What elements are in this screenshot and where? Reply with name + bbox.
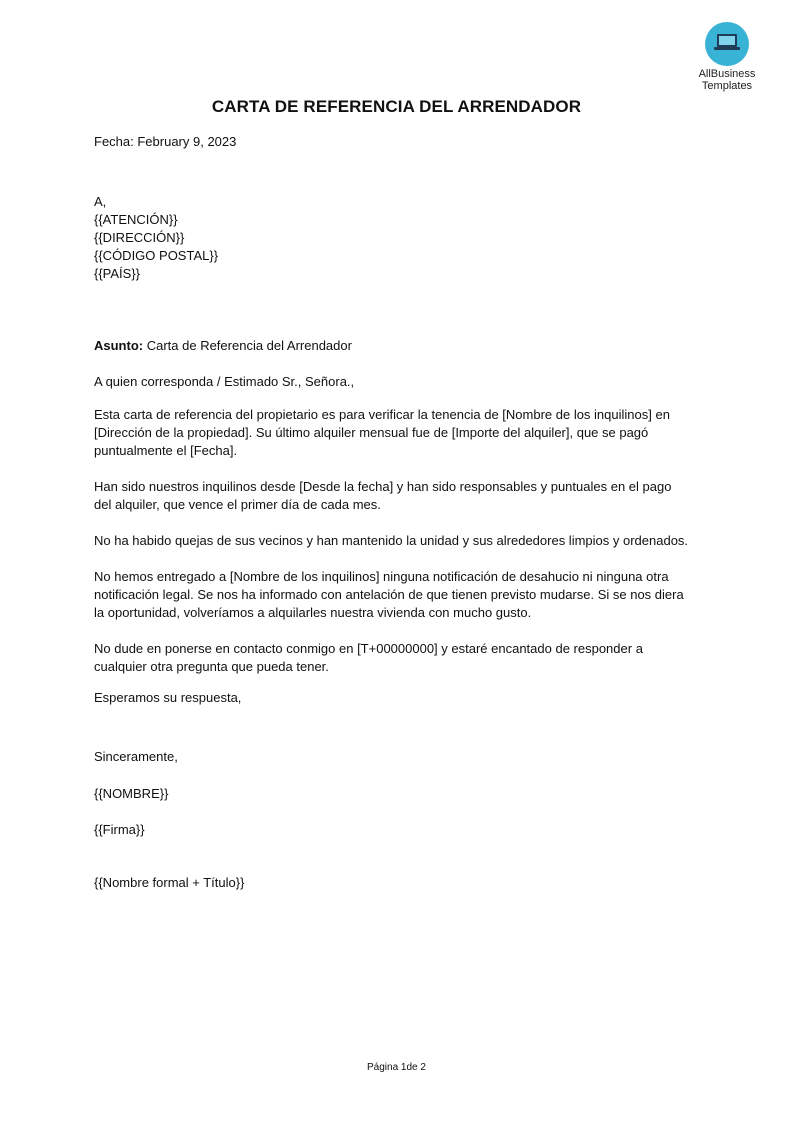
logo-text-line1: AllBusiness [698, 68, 756, 80]
paragraph-1-line-3: puntualmente el [Fecha]. [94, 443, 238, 458]
address-to: A, [94, 194, 107, 209]
paragraph-5-line-2: cualquier otra pregunta que pueda tener. [94, 659, 329, 674]
page-number: Página 1de 2 [367, 1062, 426, 1073]
closing-formal-name: {{Nombre formal + Título}} [94, 875, 245, 890]
paragraph-1-line-2: [Dirección de la propiedad]. Su último alquiler mensual fue de [Importe del alquiler], que se pagó [94, 425, 649, 440]
logo-badge [705, 22, 749, 66]
paragraph-2-line-1: Han sido nuestros inquilinos desde [Desde la fecha] y han sido responsables y puntuales en el pago [94, 479, 672, 494]
greeting: A quien corresponda / Estimado Sr., Señora., [94, 374, 355, 389]
closing-await: Esperamos su respuesta, [94, 690, 242, 705]
laptop-icon [713, 32, 741, 54]
address-postal-code: {{CÓDIGO POSTAL}} [94, 248, 219, 263]
paragraph-3-line-1: No ha habido quejas de sus vecinos y han mantenido la unidad y sus alrededores limpios y ordenados. [94, 533, 689, 548]
address-street: {{DIRECCIÓN}} [94, 230, 185, 245]
logo-text-line2: Templates [701, 80, 753, 92]
subject-line [94, 337, 352, 355]
company-logo [694, 22, 760, 92]
subject-label: Asunto: [94, 338, 144, 353]
paragraph-4-line-2: notificación legal. Se nos ha informado con antelación de que tienen previsto mudarse. Si se nos diera [94, 587, 684, 602]
document-title: CARTA DE REFERENCIA DEL ARRENDADOR [211, 97, 582, 116]
subject-text: Carta de Referencia del Arrendador [143, 338, 352, 353]
paragraph-4-line-1: No hemos entregado a [Nombre de los inquilinos] ninguna notificación de desahucio ni ninguna otra [94, 569, 669, 584]
address-attention: {{ATENCIÓN}} [94, 212, 178, 227]
paragraph-5-line-1: No dude en ponerse en contacto conmigo en [T+00000000] y estaré encantado de responder a [94, 641, 643, 656]
address-country: {{PAÍS}} [94, 266, 141, 281]
closing-sincerely: Sinceramente, [94, 749, 178, 764]
closing-signature: {{Firma}} [94, 822, 145, 837]
paragraph-1-line-1: Esta carta de referencia del propietario es para verificar la tenencia de [Nombre de los inquilinos] en [94, 407, 670, 422]
closing-name: {{NOMBRE}} [94, 786, 169, 801]
date-line: Fecha: February 9, 2023 [94, 134, 237, 149]
paragraph-2-line-2: del alquiler, que vence el primer día de cada mes. [94, 497, 381, 512]
paragraph-4-line-3: la oportunidad, volveríamos a alquilarles nuestra vivienda con mucho gusto. [94, 605, 532, 620]
